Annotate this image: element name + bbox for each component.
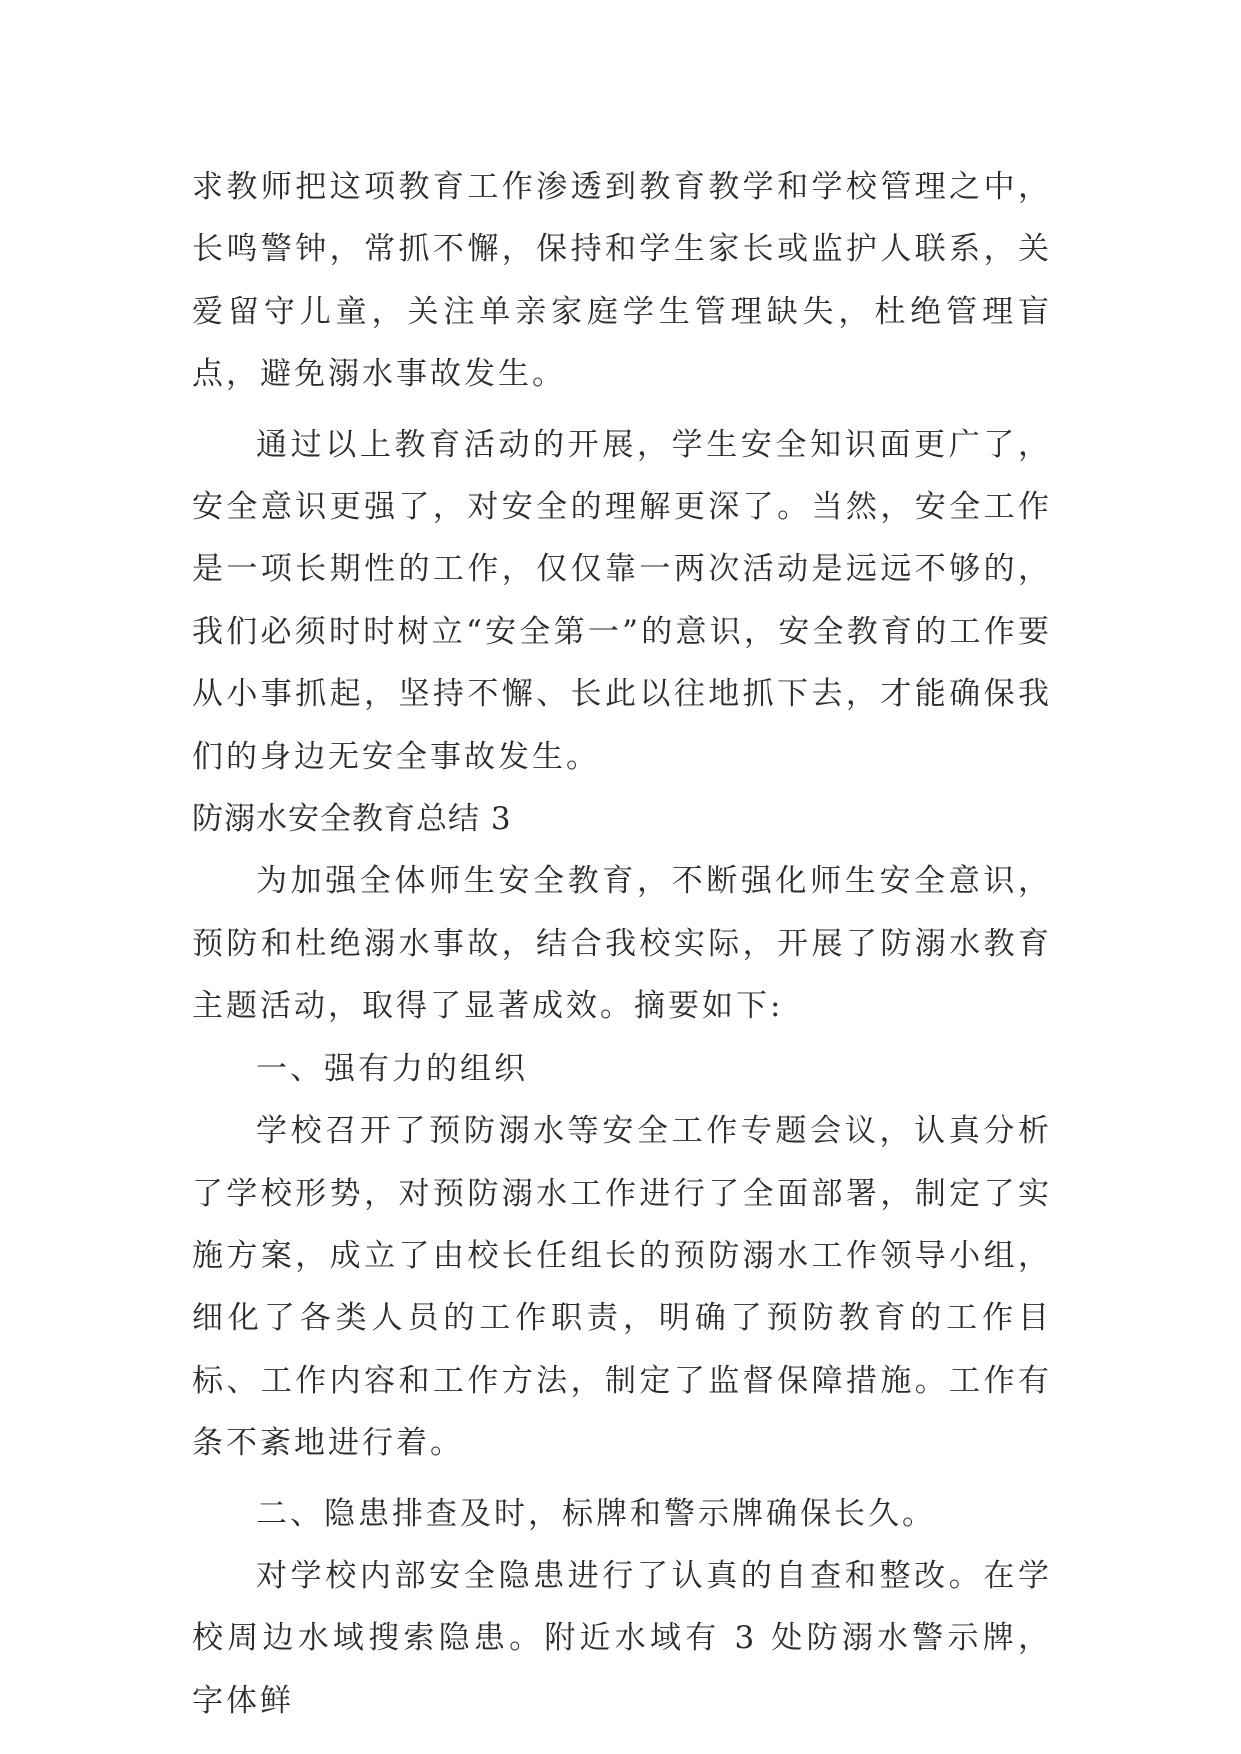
paragraph-continuation: 求教师把这项教育工作渗透到教育教学和学校管理之中，长鸣警钟，常抓不懈，保持和学生家长或监护人联系，关爱留守儿童，关注单亲家庭学生管理缺失，杜绝管理盲点，避免溺水事故发生。 [192,169,1052,393]
subheading-organization: 一、强有力的组织 [256,1050,528,1087]
paragraph-intro: 为加强全体师生安全教育，不断强化师生安全意识，预防和杜绝溺水事故，结合我校实际，开展了防溺水教育主题活动，取得了显著成效。摘要如下: [192,863,1052,1025]
section-title: 防溺水安全教育总结 3 [192,801,512,838]
paragraph-hazard-check: 对学校内部安全隐患进行了认真的自查和整改。在学校周边水域搜索隐患。附近水域有 3 处防溺水警示牌，字体鲜 [192,1557,1052,1719]
paragraph-summary: 通过以上教育活动的开展，学生安全知识面更广了，安全意识更强了，对安全的理解更深了。当然，安全工作是一项长期性的工作，仅仅靠一两次活动是远远不够的，我们必须时时树立“安全第一”的意识，安全教育的工作要从小事抓起，坚持不懈、长此以往地抓下去，才能确保我们的身边无安全事故发生。 [192,426,1052,775]
subheading-hazard-check: 二、隐患排查及时，标牌和警示牌确保长久。 [256,1495,936,1532]
document-body [192,156,1052,1732]
paragraph-organization: 学校召开了预防溺水等安全工作专题会议，认真分析了学校形势，对预防溺水工作进行了全面部署，制定了实施方案，成立了由校长任组长的预防溺水工作领导小组，细化了各类人员的工作职责，明确了预防教育的工作目标、工作内容和工作方法，制定了监督保障措施。工作有条不紊地进行着。 [192,1113,1052,1462]
